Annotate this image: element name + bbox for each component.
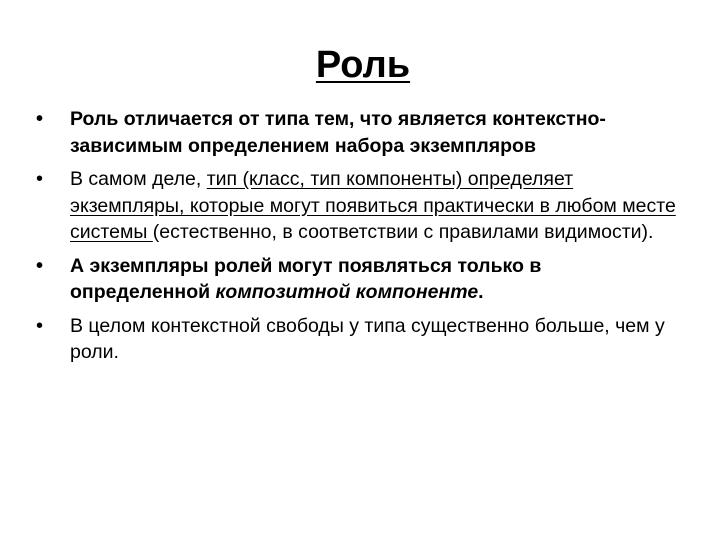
bullet-text-3-post: .: [478, 281, 484, 303]
bullet-item-4: [36, 313, 686, 366]
bullet-text-2-post: (естественно, в соответствии с правилами видимости).: [152, 221, 654, 243]
bullet-item-3: [36, 253, 686, 306]
bullet-marker: •: [36, 108, 44, 130]
slide-title-text: Роль: [315, 44, 411, 86]
bullet-text-1: Роль отличается от типа тем, что является контекстно-зависимым определением набора экземпляров: [70, 108, 606, 157]
bullet-text-2-underlined: тип (класс, тип компоненты) определяет экземпляры, которые могут появиться практически в любом месте системы: [70, 168, 676, 243]
bullet-marker: •: [36, 254, 44, 277]
bullet-text-3-italic: композитной компоненте: [215, 281, 479, 303]
bullet-text-3-pre: А экземпляры ролей могут появляться только в определенной: [70, 254, 542, 303]
bullet-marker: •: [36, 314, 44, 337]
bullet-item-2: [36, 166, 686, 246]
bullet-list: [36, 106, 686, 373]
bullet-text-2-pre: В самом деле,: [70, 168, 207, 190]
bullet-item-1: [36, 106, 686, 159]
bullet-marker: •: [36, 168, 44, 190]
slide-title: [0, 44, 720, 87]
bullet-text-4: В целом контекстной свободы у типа существенно больше, чем у роли.: [70, 314, 665, 363]
